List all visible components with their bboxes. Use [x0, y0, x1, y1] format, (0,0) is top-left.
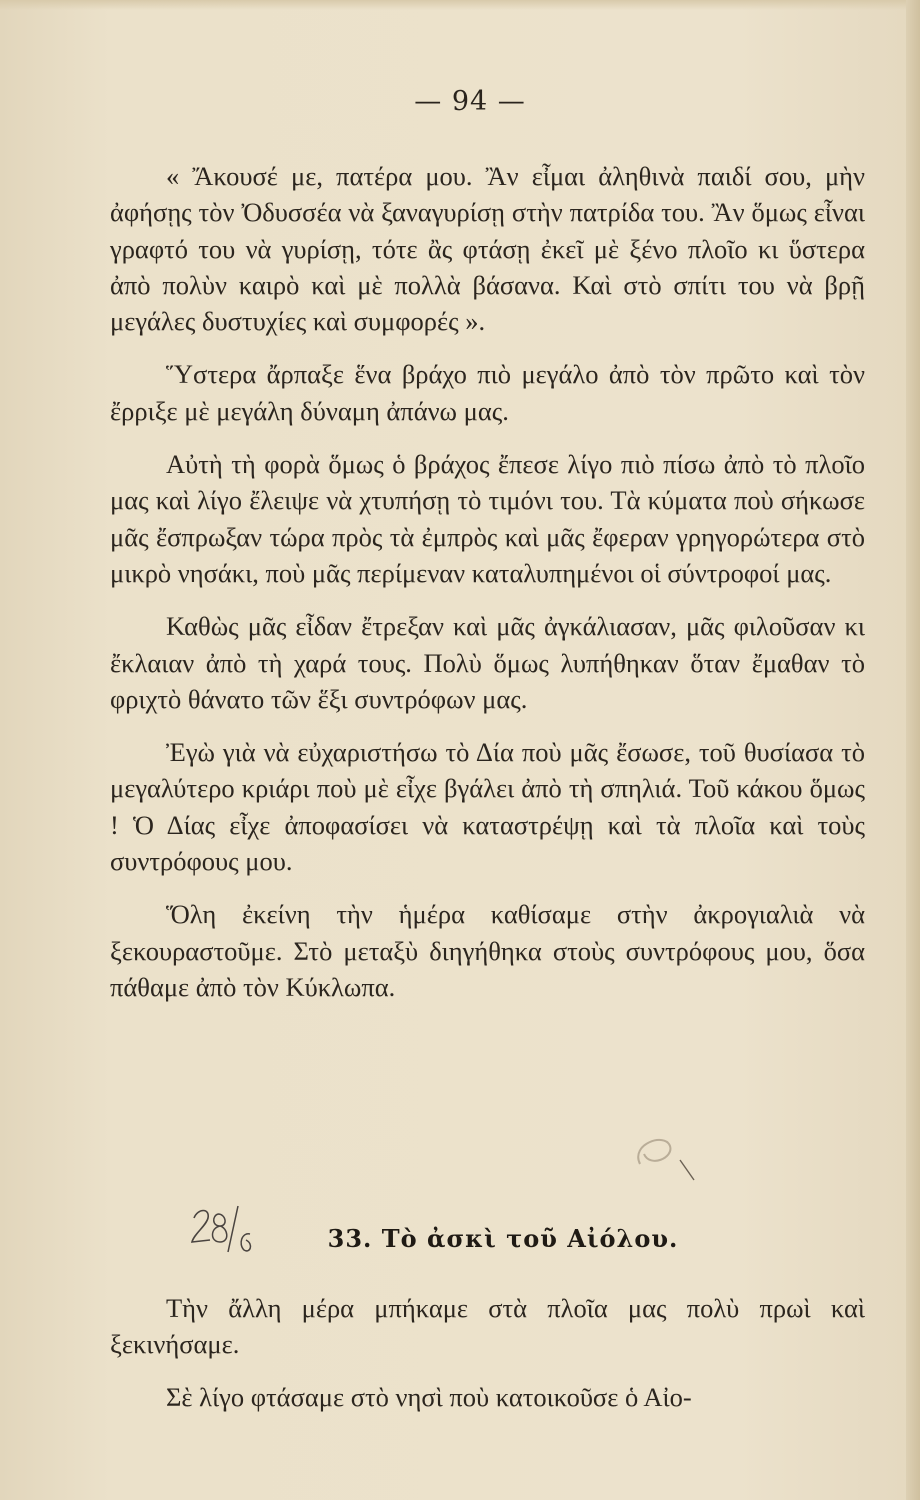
- paragraph: Καθὼς μᾶς εἶδαν ἔτρεξαν καὶ μᾶς ἀγκάλιασαν, μᾶς φιλοῦσαν κι ἔκλαιαν ἀπὸ τὴ χαρά τους. Πολὺ ὅμως λυπήθηκαν ὅταν ἔμαθαν τὸ φριχτὸ θάνατο τῶν ἕξι συντρόφων μας.: [110, 611, 865, 714]
- paragraph: Ὅλη ἐκείνη τὴν ἡμέρα καθίσαμε στὴν ἀκρογιαλιὰ νὰ ξεκουραστοῦμε. Στὸ μεταξὺ διηγήθηκα στοὺς συντρόφους μου, ὅσα πάθαμε ἀπὸ τὸν Κύκλωπα.: [110, 899, 865, 1002]
- page-number: — 94 —: [414, 86, 526, 117]
- pencil-scribble: [610, 1124, 700, 1184]
- paragraph: Ἐγὼ γιὰ νὰ εὐχαριστήσω τὸ Δία ποὺ μᾶς ἔσωσε, τοῦ θυσίασα τὸ μεγαλύτερο κριάρι ποὺ μὲ εἶχε βγάλει ἀπὸ τὴ σπηλιά. Τοῦ κάκου ὅμως ! Ὁ Δίας εἶχε ἀποφασίσει νὰ καταστρέψῃ καὶ τὰ πλοῖα καὶ τοὺς συντρόφους μου.: [110, 737, 865, 877]
- section-text: [110, 1290, 865, 1415]
- page-top-edge: [0, 0, 920, 10]
- paragraph: « Ἄκουσέ με, πατέρα μου. Ἂν εἶμαι ἀληθινὰ παιδί σου, μὴν ἀφήσῃς τὸν Ὀδυσσέα νὰ ξαναγυρίσῃ στὴν πατρίδα του. Ἂν ὅμως εἶναι γραφτό του νὰ γυρίσῃ, τότε ἂς φτάσῃ ἐκεῖ μὲ ξένο πλοῖο κι ὕστερα ἀπὸ πολὺν καιρὸ καὶ μὲ πολλὰ βάσανα. Καὶ στὸ σπίτι του νὰ βρῇ μεγάλες δυστυχίες καὶ συμφορές ».: [110, 161, 865, 337]
- section-heading: 33. Τὸ ἀσκὶ τοῦ Αἰόλου.: [327, 1224, 679, 1253]
- main-text: [110, 158, 865, 1005]
- page-right-edge: [906, 0, 920, 1500]
- paragraph: Σὲ λίγο φτάσαμε στὸ νησὶ ποὺ κατοικοῦσε ὁ Αἰο-: [166, 1381, 692, 1412]
- paragraph: Ὕστερα ἄρπαξε ἕνα βράχο πιὸ μεγάλο ἀπὸ τὸν πρῶτο καὶ τὸν ἔρριξε μὲ μεγάλη δύναμη ἀπάνω μας.: [110, 359, 865, 426]
- paragraph: Τὴν ἄλλη μέρα μπήκαμε στὰ πλοῖα μας πολὺ πρωὶ καὶ ξεκινήσαμε.: [110, 1293, 865, 1360]
- paragraph: Αὐτὴ τὴ φορὰ ὅμως ὁ βράχος ἔπεσε λίγο πιὸ πίσω ἀπὸ τὸ πλοῖο μας καὶ λίγο ἔλειψε νὰ χτυπήσῃ τὸ τιμόνι του. Τὰ κύματα ποὺ σήκωσε μᾶς ἔσπρωξαν τώρα πρὸς τὰ ἐμπρὸς καὶ μᾶς ἔφεραν γρηγορώτερα στὸ μικρὸ νησάκι, ποὺ μᾶς περίμεναν καταλυπημένοι οἱ σύντροφοί μας.: [110, 449, 865, 588]
